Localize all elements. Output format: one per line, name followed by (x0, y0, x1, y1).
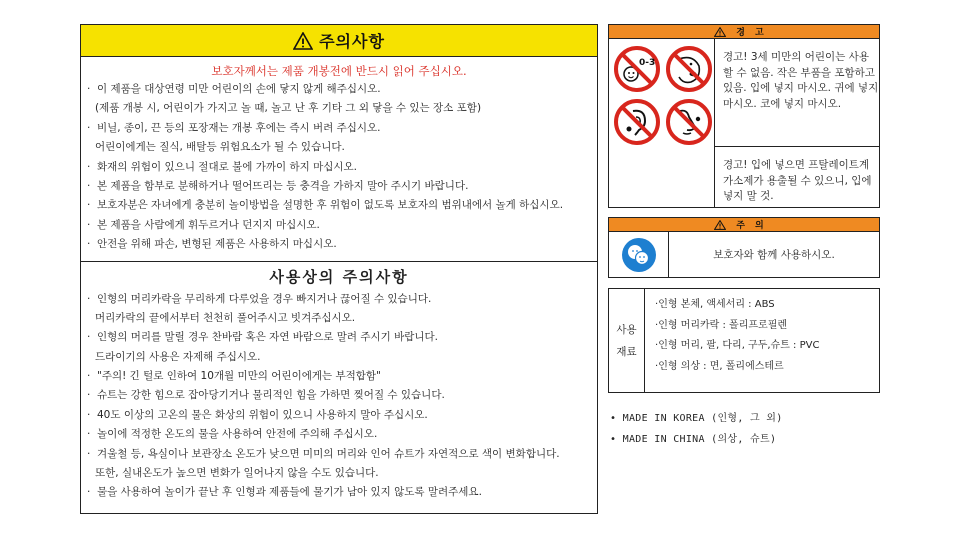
usage-item-text: 머리카락의 끝에서부터 천천히 풀어주시고 빗겨주십시오. (95, 311, 356, 324)
no-ear-icon (613, 97, 661, 147)
usage-item-text: 겨울철 등, 욕실이나 보관장소 온도가 낮으면 미미의 머리와 인어 슈트가 자연적으로 색이 변화합니다. (97, 447, 560, 460)
usage-item-text: 드라이기의 사용은 자제해 주십시오. (95, 350, 261, 363)
usage-item (87, 406, 597, 425)
made-in-item (610, 408, 783, 429)
materials-label (609, 289, 645, 392)
made-in-list (610, 408, 783, 450)
bullet-dot: · (87, 428, 91, 441)
materials-label-line1: 사용 (616, 323, 637, 336)
caution-item-text: 안전을 위해 파손, 변형된 제품은 사용하지 마십시오. (97, 238, 337, 251)
bullet-dot: · (655, 319, 659, 331)
warning-triangle-icon (714, 220, 726, 230)
caution-header (81, 25, 597, 57)
usage-item (87, 386, 597, 405)
caution-item (87, 158, 597, 177)
caution-item (87, 196, 597, 215)
svg-text:0-3: 0-3 (639, 58, 656, 68)
usage-item-text: 놀이에 적정한 온도의 물을 사용하여 안전에 주의해 주십시오. (97, 428, 378, 441)
bullet-dot: · (87, 331, 91, 344)
prohibition-icon-grid (609, 39, 715, 207)
materials-list (645, 289, 819, 392)
usage-item (87, 290, 597, 309)
made-in-item (610, 429, 783, 450)
bullet-dot: · (87, 160, 91, 173)
bullet-dot: · (87, 179, 91, 192)
bullet-dot: · (87, 121, 91, 134)
caution-item-text: 보호자분은 자녀에게 충분히 놀이방법을 설명한 후 위험이 없도록 보호자의 범위내에서 놀게 하십시오. (97, 199, 564, 212)
caution-item-text: 본 제품을 사람에게 휘두르거나 던지지 마십시오. (97, 218, 320, 231)
caution-item-text: 본 제품을 함부로 분해하거나 떨어뜨리는 등 충격을 가하지 말아 주시기 바랍니다. (97, 179, 469, 192)
parent-notice: 보호자께서는 제품 개봉전에 반드시 읽어 주십시오. (211, 64, 467, 78)
usage-list (81, 290, 597, 503)
usage-item-text: 슈트는 강한 힘으로 잡아당기거나 물리적인 힘을 가하면 찢어질 수 있습니다. (97, 389, 445, 402)
warning-text-phthalate: 경고! 입에 넣으면 프탈레이트계 가소제가 용출될 수 있으니, 입에 넣지 말 것. (723, 159, 872, 202)
caution-panel (80, 24, 598, 514)
usage-item (87, 367, 597, 386)
usage-item-text: 인형의 머리를 말릴 경우 찬바람 혹은 자연 바람으로 말려 주시기 바랍니다. (97, 331, 439, 344)
bullet-dot: · (87, 447, 91, 460)
material-item (655, 316, 819, 337)
warning-header-label: 경고 (736, 28, 774, 38)
warning-panel (608, 24, 880, 208)
guardian-icon-cell (609, 232, 669, 277)
materials-panel (608, 288, 880, 393)
bullet-dot: • (610, 434, 623, 445)
caution-list (81, 80, 597, 255)
bullet-dot: · (87, 218, 91, 231)
material-item-text: 인형 본체, 액세서리 : ABS (658, 299, 775, 310)
material-item-text: 인형 머리카락 : 폴리프로필렌 (658, 319, 788, 331)
material-item (655, 295, 819, 316)
material-item-text: 인형 의상 : 면, 폴리에스테르 (658, 360, 784, 372)
caution-item-text: 화재의 위험이 있으니 절대로 불에 가까이 하지 마십시오. (97, 160, 357, 173)
caution-item (87, 177, 597, 196)
bullet-dot: · (87, 83, 91, 95)
usage-item-text: 인형의 머리카락을 무리하게 다루었을 경우 빠지거나 끊어질 수 있습니다. (97, 292, 432, 305)
caution-item-text: 어린이에게는 질식, 배탈등 위험요소가 될 수 있습니다. (95, 141, 345, 154)
guardian-icon (621, 237, 657, 273)
material-item (655, 357, 819, 378)
usage-item-text: "주의! 긴 털로 인하여 10개월 미만의 어린이에게는 부적합함" (97, 370, 381, 383)
caution-item (87, 119, 597, 138)
guardian-caution-panel (608, 217, 880, 278)
material-item (655, 336, 819, 357)
usage-item-text: 또한, 실내온도가 높으면 변화가 일어나지 않을 수도 있습니다. (95, 467, 379, 480)
usage-item (87, 483, 597, 502)
bullet-dot: · (87, 199, 91, 212)
usage-item (87, 425, 597, 444)
no-under-3-icon (613, 44, 661, 94)
no-nose-icon (665, 97, 713, 147)
made-in-text: MADE IN KOREA (인형, 그 외) (622, 413, 783, 424)
usage-item-text: 40도 이상의 고온의 물은 화상의 위험이 있으니 사용하지 말아 주십시오. (97, 408, 428, 421)
bullet-dot: · (87, 370, 91, 383)
caution-item (87, 80, 597, 99)
bullet-dot: · (87, 238, 91, 251)
usage-item (87, 309, 597, 328)
caution-header-small (609, 218, 879, 232)
bullet-dot: · (87, 292, 91, 305)
warning-text-small-parts: 경고! 3세 미만의 어린이는 사용할 수 없음. 작은 부품을 포함하고 있음. 입에 넣지 마시오. 귀에 넣지 마시오. 코에 넣지 마시오. (715, 39, 879, 147)
bullet-dot: · (87, 389, 91, 402)
bullet-dot: · (655, 340, 659, 351)
caution-header-label: 주의 (736, 221, 774, 231)
bullet-dot: · (87, 408, 91, 421)
made-in-text: MADE IN CHINA (의상, 슈트) (622, 434, 777, 445)
bullet-dot: · (87, 486, 91, 499)
caution-item-text: 비닐, 종이, 끈 등의 포장재는 개봉 후에는 즉시 버려 주십시오. (97, 121, 381, 134)
bullet-dot: · (655, 360, 659, 372)
caution-item (87, 235, 597, 254)
warning-triangle-icon (714, 27, 726, 37)
usage-item (87, 328, 597, 347)
bullet-dot: · (655, 299, 659, 310)
guardian-caution-text: 보호자와 함께 사용하시오. (713, 249, 835, 261)
usage-item (87, 348, 597, 367)
no-mouth-icon (665, 44, 713, 94)
caution-item-text: 이 제품을 대상연령 미만 어린이의 손에 닿지 않게 해주십시오. (97, 83, 381, 95)
materials-label-line2: 재료 (616, 345, 637, 358)
usage-title: 사용상의 주의사항 (269, 267, 409, 286)
bullet-dot: • (610, 413, 623, 424)
warning-header (609, 25, 879, 39)
caution-item-text: (제품 개봉 시, 어린이가 가지고 놀 때, 놀고 난 후 기타 그 외 닿을 수 있는 장소 포함) (95, 102, 482, 115)
usage-item-text: 물을 사용하여 놀이가 끝난 후 인형과 제품들에 물기가 남아 있지 않도록 말려주세요. (97, 486, 482, 499)
section-divider (81, 261, 597, 262)
caution-item (87, 138, 597, 157)
usage-item (87, 464, 597, 483)
warning-triangle-icon (293, 32, 313, 50)
caution-item (87, 99, 597, 118)
usage-item (87, 445, 597, 464)
material-item-text: 인형 머리, 팔, 다리, 구두,슈트 : PVC (658, 340, 820, 351)
caution-item (87, 216, 597, 235)
caution-title: 주의사항 (319, 32, 385, 51)
